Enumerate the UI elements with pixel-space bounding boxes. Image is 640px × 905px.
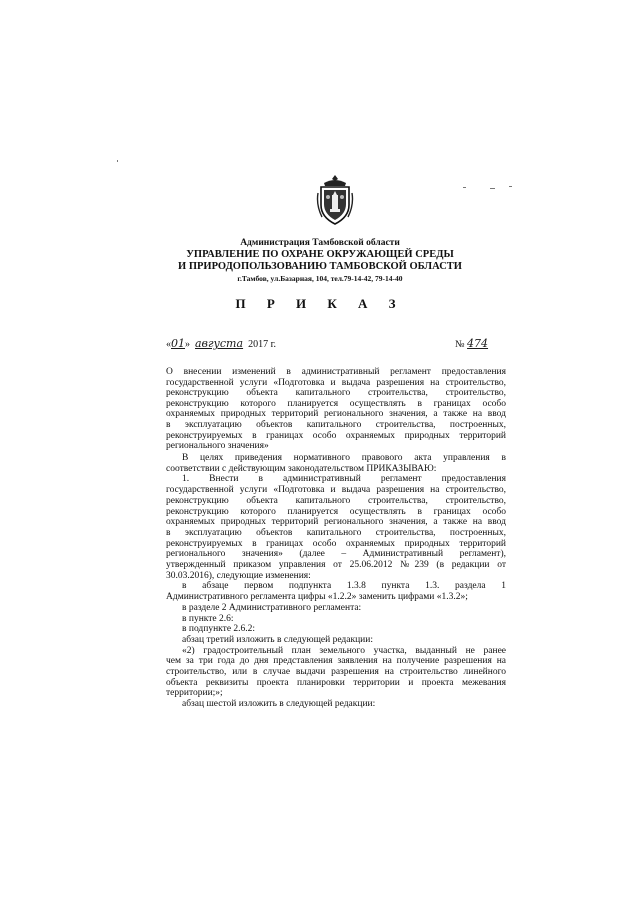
body-line: 1. Внести в административный регламент предоставления: [182, 474, 506, 485]
date-month: августа: [195, 337, 244, 350]
body-line: чем за три года до дня представления заявления на получение разрешения на: [166, 656, 506, 667]
document-body: [166, 453, 506, 710]
body-line: соответствии с действующим законодательством ПРИКАЗЫВАЮ:: [166, 463, 437, 474]
date-day: 01: [171, 337, 185, 350]
body-line: «2) градостроительный план земельного участка, выданный не ранее: [182, 645, 506, 656]
department-name-line1: УПРАВЛЕНИЕ ПО ОХРАНЕ ОКРУЖАЮЩЕЙ СРЕДЫ: [186, 249, 454, 260]
body-line: в эксплуатацию объектов капитального строительства, построенных,: [166, 527, 506, 538]
document-date: [166, 337, 276, 350]
subject-line: регионального значения»: [166, 441, 269, 452]
body-line: реконструкцию которого планируется осуществлять в границах особо: [166, 506, 506, 517]
body-line: В целях приведения нормативного правового акта управления в: [182, 453, 506, 463]
body-line: в подпункте 2.6.2:: [182, 624, 256, 635]
subject-line: реконструкцию которого планируется осуществлять в границах особо: [166, 398, 506, 409]
number-value: 474: [467, 337, 489, 350]
body-line: строительство, или в случае выдачи разрешения на строительство линейного: [166, 667, 506, 678]
number-label: №: [455, 339, 465, 350]
document-number: [455, 337, 488, 350]
body-line: Административного регламента цифры «1.2.2» заменить цифрами «1.3.2»;: [166, 592, 468, 603]
body-line: в абзаце первом подпункта 1.3.8 пункта 1.3. раздела 1: [182, 581, 506, 592]
document-subject: [166, 367, 506, 452]
body-line: реконструкцию объекта капитального строительства, строительство,: [166, 495, 506, 506]
body-line: регионального значения» (далее – Административный регламент),: [166, 549, 506, 560]
subject-line: реконструкцию объекта капитального строительства, строительство,: [166, 388, 506, 399]
scan-speck: [117, 160, 118, 162]
scan-speck: [509, 186, 512, 187]
body-line: в пункте 2.6:: [182, 613, 234, 624]
department-address: г.Тамбов, ул.Базарная, 104, тел.79-14-42, 79-14-40: [237, 274, 403, 283]
body-line: реконструируемых в границах особо охраняемых природных территорий: [166, 538, 506, 549]
date-close-quote: »: [185, 339, 190, 350]
body-line: в разделе 2 Административного регламента:: [182, 602, 362, 613]
body-line: территории;»;: [166, 688, 223, 699]
subject-line: О внесении изменений в административный регламент предоставления: [166, 367, 506, 377]
document-title: П Р И К А З: [235, 296, 405, 311]
scan-speck: [490, 188, 495, 189]
body-line: абзац третий изложить в следующей редакции:: [182, 634, 373, 645]
body-line: охраняемых природных территорий регионального значения, а также на ввод: [166, 517, 506, 528]
date-year: 2017 г.: [248, 339, 277, 350]
administration-name: Администрация Тамбовской области: [240, 238, 400, 248]
body-line: утвержденный приказом управления от 25.06.2012 №239 (в редакции от: [166, 560, 506, 571]
scan-speck: [463, 187, 466, 188]
body-line: абзац шестой изложить в следующей редакции:: [182, 699, 376, 710]
body-line: объекта реквизиты проекта планировки территории и проекта межевания: [166, 677, 506, 688]
department-name-line2: И ПРИРОДОПОЛЬЗОВАНИЮ ТАМБОВСКОЙ ОБЛАСТИ: [178, 261, 462, 272]
tambov-coat-of-arms-icon: [316, 173, 354, 227]
body-line: государственной услуги «Подготовка и выдача разрешения на строительство,: [166, 485, 506, 496]
subject-line: охраняемых природных территорий регионального значения, а также на ввод: [166, 409, 506, 420]
subject-line: государственной услуги «Подготовка и выдача разрешения на строительство,: [166, 377, 506, 388]
subject-line: реконструируемых в границах особо охраняемых природных территорий: [166, 430, 506, 441]
date-open-quote: «: [166, 339, 171, 350]
body-line: 30.03.2016), следующие изменения:: [166, 570, 311, 581]
subject-line: в эксплуатацию объектов капитального строительства, построенных,: [166, 419, 506, 430]
